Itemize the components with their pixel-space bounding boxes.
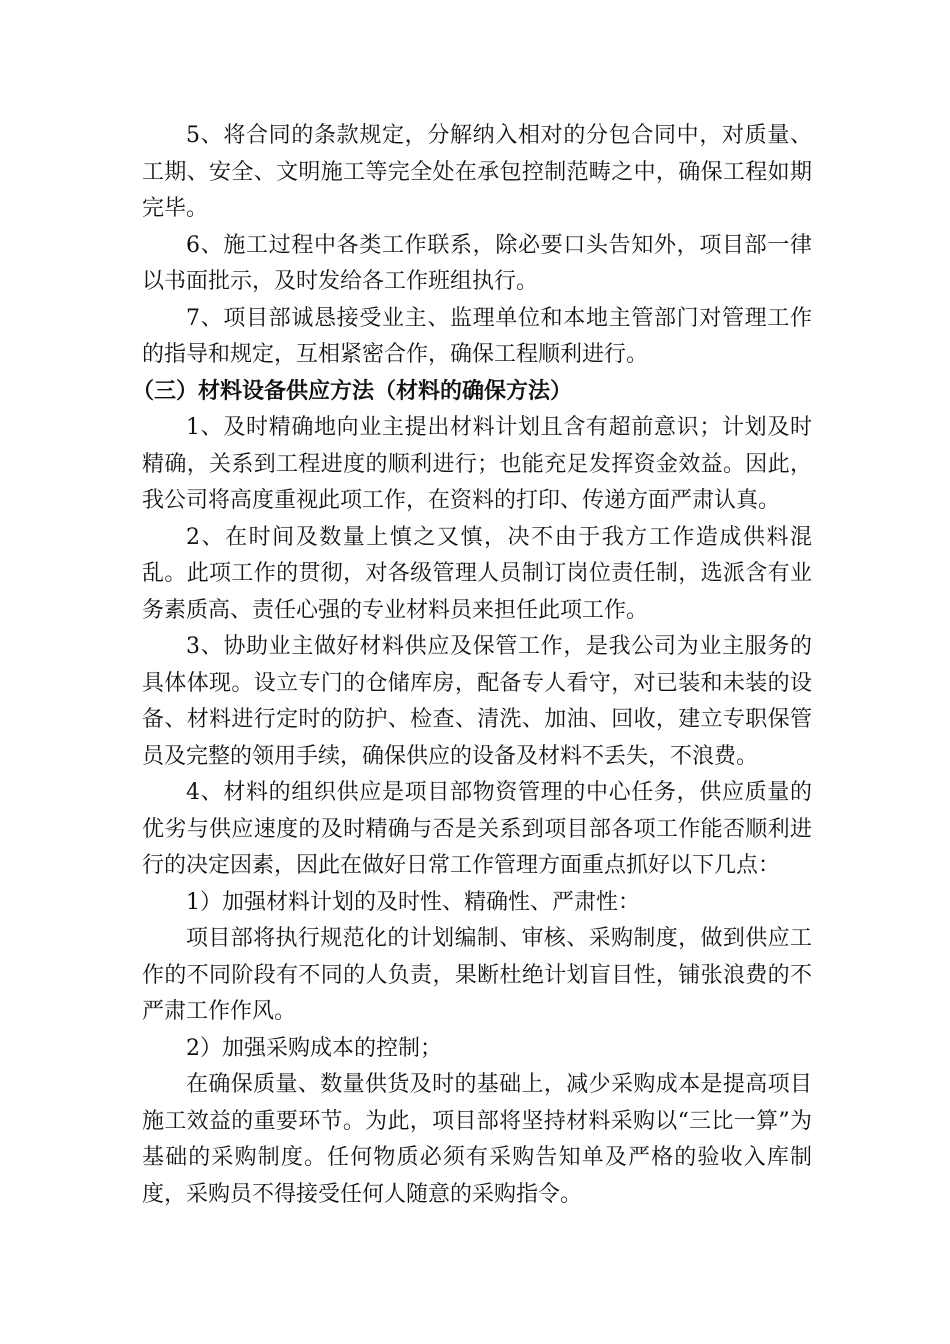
paragraph-material-supply: 4、材料的组织供应是项目部物资管理的中心任务，供应质量的优劣与供应速度的及时精确与否是关系到项目部各项工作能否顺利进行的决定因素，因此在做好日常工作管理方面重点抓好以下几点：: [142, 780, 812, 878]
paragraph-work-contact: 6、施工过程中各类工作联系，除必要口头告知外，项目部一律以书面批示，及时发给各工作班组执行。: [142, 232, 812, 294]
document-body: [132, 118, 812, 1213]
section-heading: （三）材料设备供应方法（材料的确保方法）: [132, 378, 573, 404]
paragraph-purchase-cost: 在确保质量、数量供货及时的基础上，减少采购成本是提高项目施工效益的重要环节。为此，项目部将坚持材料采购以“三比一算”为基础的采购制度。任何物质必须有采购告知单及严格的验收入库制度，采购员不得接受任何人随意的采购指令。: [142, 1072, 812, 1207]
paragraph-plan-standard: 项目部将执行规范化的计划编制、审核、采购制度，做到供应工作的不同阶段有不同的人负责，果断杜绝计划盲目性，铺张浪费的不严肃工作作风。: [142, 926, 812, 1024]
subheading-plan-control: 1）加强材料计划的及时性、精确性、严肃性：: [186, 889, 640, 915]
paragraph-material-plan: 1、及时精确地向业主提出材料计划且含有超前意识；计划及时精确，关系到工程进度的顺利进行；也能充足发挥资金效益。因此，我公司将高度重视此项工作，在资料的打印、传递方面严肃认真。: [142, 415, 812, 513]
paragraph-time-quantity: 2、在时间及数量上慎之又慎，决不由于我方工作造成供料混乱。此项工作的贯彻，对各级管理人员制订岗位责任制，选派含有业务素质高、责任心强的专业材料员来担任此项工作。: [142, 524, 812, 623]
paragraph-accept-guidance: 7、项目部诚恳接受业主、监理单位和本地主管部门对管理工作的指导和规定，互相紧密合作，确保工程顺利进行。: [142, 305, 812, 367]
subheading-cost-control: 2）加强采购成本的控制；: [186, 1035, 442, 1061]
paragraph-assist-owner: 3、协助业主做好材料供应及保管工作，是我公司为业主服务的具体体现。设立专门的仓储库房，配备专人看守，对已装和未装的设备、材料进行定时的防护、检查、清洗、加油、回收，建立专职保管员及完整的领用手续，确保供应的设备及材料不丢失，不浪费。: [142, 634, 812, 769]
paragraph-contract-clauses: 5、将合同的条款规定，分解纳入相对的分包合同中，对质量、工期、安全、文明施工等完全处在承包控制范畴之中，确保工程如期完毕。: [142, 123, 812, 221]
